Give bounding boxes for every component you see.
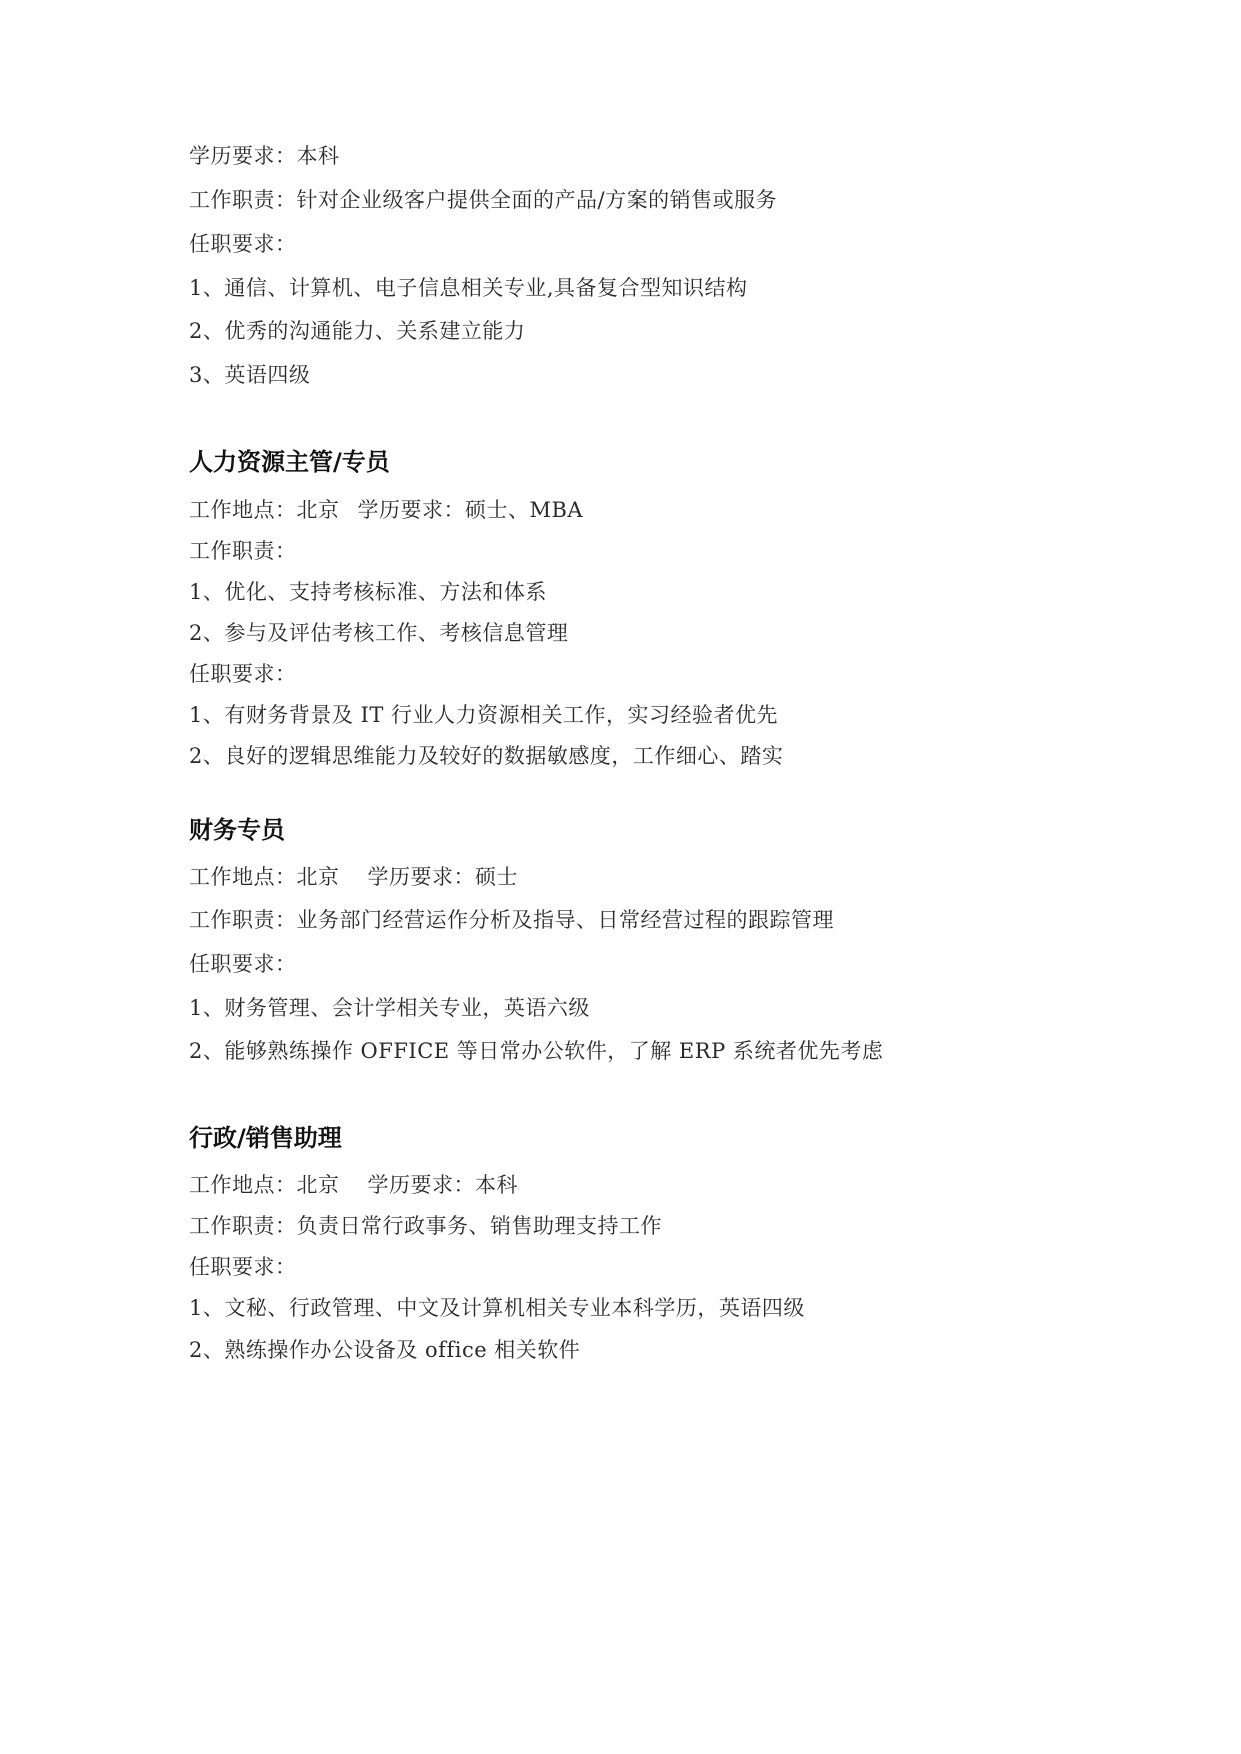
job-meta xyxy=(189,1172,518,1198)
location-label: 工作地点：北京 xyxy=(189,865,340,889)
education-label: 学历要求：硕士、MBA xyxy=(357,498,584,522)
requirement-item: 1、有财务背景及 IT 行业人力资源相关工作，实习经验者优先 xyxy=(189,703,779,727)
job-title-hr: 人力资源主管/专员 xyxy=(189,448,390,476)
job-meta xyxy=(189,864,518,890)
job-duties: 工作职责：负责日常行政事务、销售助理支持工作 xyxy=(189,1214,662,1238)
job-duties: 工作职责：针对企业级客户提供全面的产品/方案的销售或服务 xyxy=(189,188,778,212)
education-label: 学历要求：本科 xyxy=(367,1173,518,1197)
location-label: 工作地点：北京 xyxy=(189,498,340,522)
duty-item: 1、优化、支持考核标准、方法和体系 xyxy=(189,580,547,604)
requirement-item: 3、英语四级 xyxy=(189,363,311,387)
requirement-item: 2、熟练操作办公设备及 office 相关软件 xyxy=(189,1338,581,1362)
duty-item: 2、参与及评估考核工作、考核信息管理 xyxy=(189,621,569,645)
requirement-item: 2、优秀的沟通能力、关系建立能力 xyxy=(189,319,526,343)
job-title-admin: 行政/销售助理 xyxy=(189,1124,342,1152)
duties-label: 工作职责： xyxy=(189,539,297,563)
requirement-item: 2、良好的逻辑思维能力及较好的数据敏感度，工作细心、踏实 xyxy=(189,744,784,768)
requirement-item: 1、通信、计算机、电子信息相关专业,具备复合型知识结构 xyxy=(189,276,748,300)
location-label: 工作地点：北京 xyxy=(189,1173,340,1197)
job-title-finance: 财务专员 xyxy=(189,816,285,844)
requirement-item: 1、文秘、行政管理、中文及计算机相关专业本科学历，英语四级 xyxy=(189,1296,805,1320)
requirements-label: 任职要求： xyxy=(189,662,297,686)
education-label: 学历要求：硕士 xyxy=(367,865,518,889)
job-meta xyxy=(189,497,583,523)
requirements-label: 任职要求： xyxy=(189,952,297,976)
requirements-label: 任职要求： xyxy=(189,232,297,256)
education-requirement: 学历要求：本科 xyxy=(189,144,340,168)
requirement-item: 2、能够熟练操作 OFFICE 等日常办公软件，了解 ERP 系统者优先考虑 xyxy=(189,1039,884,1063)
requirement-item: 1、财务管理、会计学相关专业，英语六级 xyxy=(189,996,590,1020)
requirements-label: 任职要求： xyxy=(189,1255,297,1279)
job-duties: 工作职责：业务部门经营运作分析及指导、日常经营过程的跟踪管理 xyxy=(189,908,834,932)
